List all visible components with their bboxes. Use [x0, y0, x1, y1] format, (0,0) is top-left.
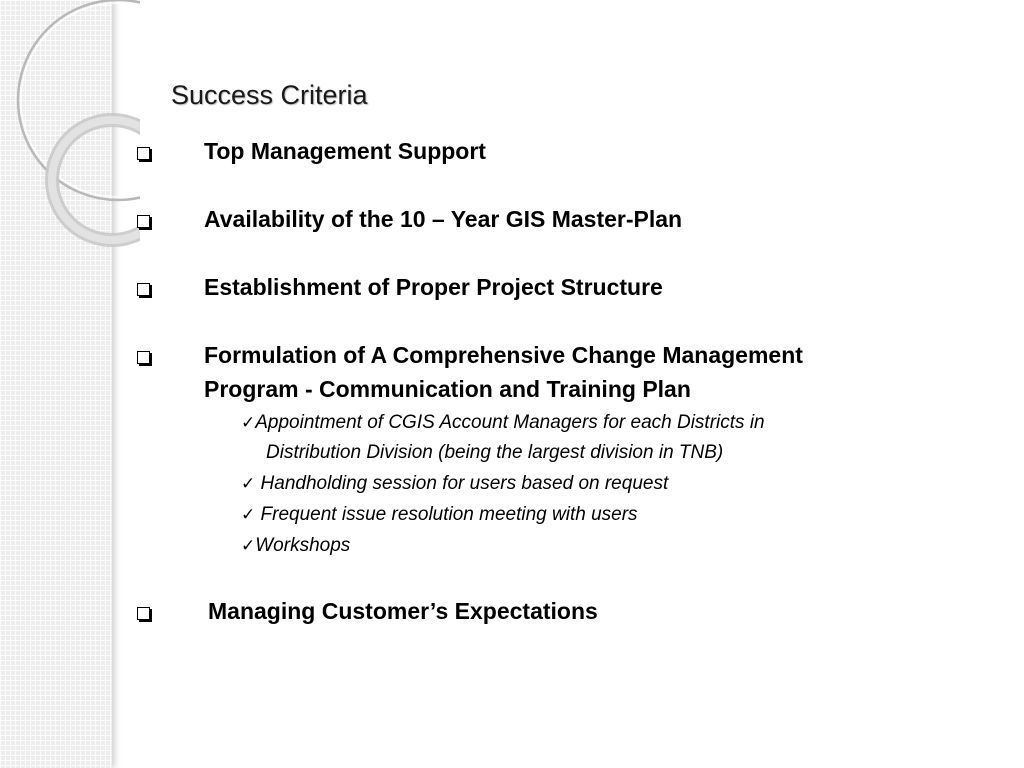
subitem-issue-resolution-text: Frequent issue resolution meeting with users — [260, 504, 638, 525]
checkbox-bullet-icon — [137, 280, 150, 300]
subitem-handholding-text: Handholding session for users based on request — [260, 473, 669, 494]
checkmark-icon: ✓ — [241, 505, 256, 525]
checkbox-bullet-icon — [137, 212, 150, 232]
criterion-change-management-line1: Formulation of A Comprehensive Change Management — [204, 342, 803, 368]
checkbox-bullet-icon — [137, 604, 150, 624]
criterion-top-management-support: Top Management Support — [204, 138, 486, 164]
subitem-account-managers — [241, 408, 765, 438]
subitem-account-managers-line1: Appointment of CGIS Account Managers for each Districts in — [255, 412, 765, 433]
checkmark-icon: ✓ — [241, 413, 256, 433]
subitem-workshops — [241, 531, 350, 561]
checkmark-icon: ✓ — [241, 536, 256, 556]
criterion-gis-master-plan: Availability of the 10 – Year GIS Master-Plan — [204, 206, 683, 232]
slide-title: Success Criteria — [171, 80, 368, 110]
subitem-issue-resolution — [241, 500, 638, 530]
subitem-handholding — [241, 469, 668, 499]
criterion-customer-expectations: Managing Customer’s Expectations — [208, 598, 598, 624]
criterion-change-management-line2: Program - Communication and Training Plan — [204, 376, 691, 402]
checkbox-bullet-icon — [137, 348, 150, 368]
checkbox-bullet-icon — [137, 144, 150, 164]
criterion-project-structure: Establishment of Proper Project Structure — [204, 274, 663, 300]
subitem-account-managers-line2: Distribution Division (being the largest division in TNB) — [266, 442, 724, 463]
checkmark-icon: ✓ — [241, 474, 256, 494]
subitem-workshops-text: Workshops — [255, 535, 351, 556]
decorative-circles — [0, 0, 140, 280]
